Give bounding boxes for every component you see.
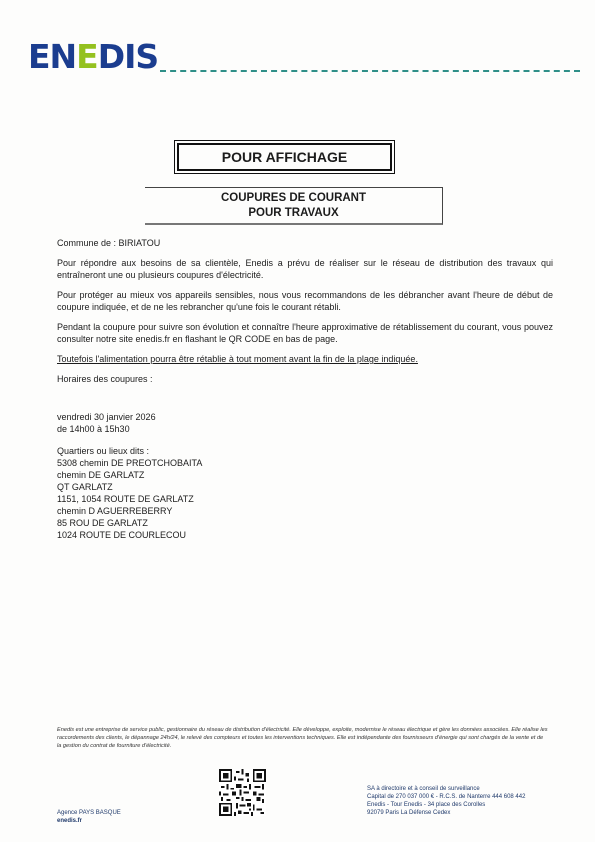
list-item: 5308 chemin DE PREOTCHOBAITA bbox=[57, 458, 203, 468]
qr-code[interactable] bbox=[219, 769, 266, 816]
pour-affichage-box bbox=[177, 143, 392, 171]
list-item: QT GARLATZ bbox=[57, 482, 113, 492]
agency-info bbox=[57, 809, 121, 825]
commune-line: Commune de : BIRIATOU bbox=[57, 238, 161, 248]
agency-website[interactable]: enedis.fr bbox=[57, 818, 83, 824]
company-info bbox=[367, 785, 525, 817]
quartiers-label: Quartiers ou lieux dits : bbox=[57, 446, 150, 456]
paragraph-besoins: Pour répondre aux besoins de sa clientèle, Enedis a prévu de réaliser sur le réseau de distribution des travaux qui entraîneront une ou plusieurs coupures d'électricité. bbox=[57, 258, 553, 280]
agency-name: Agence PAYS BASQUE bbox=[57, 810, 121, 816]
header-divider bbox=[160, 70, 580, 72]
list-item: 85 ROU DE GARLATZ bbox=[57, 518, 148, 528]
paragraph-proteger: Pour protéger au mieux vos appareils sensibles, nous vous recommandons de les débrancher avant l'heure de début de coupure indiquée, et de ne les rebrancher qu'une fois le courant rétabli. bbox=[57, 290, 553, 312]
list-item: chemin DE GARLATZ bbox=[57, 470, 145, 480]
company-line: 92079 Paris La Défense Cedex bbox=[367, 810, 451, 816]
pour-affichage-title: POUR AFFICHAGE bbox=[221, 149, 348, 165]
horaires-label: Horaires des coupures : bbox=[57, 374, 153, 384]
list-item: 1151, 1054 ROUTE DE GARLATZ bbox=[57, 494, 194, 504]
enedis-logo: ENEDIS bbox=[28, 37, 159, 76]
schedule-date: vendredi 30 janvier 2026 bbox=[57, 412, 156, 422]
list-item: 1024 ROUTE DE COURLECOU bbox=[57, 530, 187, 540]
quartiers-list bbox=[57, 445, 553, 541]
list-item: chemin D AGUERREBERRY bbox=[57, 506, 173, 516]
company-line: SA à directoire et à conseil de surveillance bbox=[367, 786, 480, 792]
paragraph-suivi: Pendant la coupure pour suivre son évolution et connaître l'heure approximative de rétablissement du courant, vous pouvez consulter notre site enedis.fr en flashant le QR CODE en bas de page. bbox=[57, 322, 553, 344]
schedule bbox=[57, 411, 553, 435]
schedule-time: de 14h00 à 15h30 bbox=[57, 424, 130, 434]
notice-retablissement: Toutefois l'alimentation pourra être rétablie à tout moment avant la fin de la plage indiquée. bbox=[57, 354, 418, 364]
company-line: Capital de 270 037 000 € - R.C.S. de Nanterre 444 608 442 bbox=[367, 794, 526, 800]
subject-box bbox=[145, 187, 443, 225]
subject-line-2: POUR TRAVAUX bbox=[248, 207, 339, 219]
notice-body bbox=[57, 237, 553, 541]
subject-line-1: COUPURES DE COURANT bbox=[220, 192, 367, 204]
company-line: Enedis - Tour Enedis - 34 place des Corolles bbox=[367, 802, 486, 808]
legal-notice: Enedis est une entreprise de service public, gestionnaire du réseau de distribution d'électricité. Elle développe, exploite, modernise le réseau électrique et gère les données associées. Elle réalise les raccordements des clients, le dépannage 24h/24, le relevé des compteurs et toutes les interventions techniques. Elle est indépendante des fournisseurs d'énergie qui sont chargés de la vente et de la gestion du contrat de fourniture d'électricité. bbox=[57, 727, 548, 749]
